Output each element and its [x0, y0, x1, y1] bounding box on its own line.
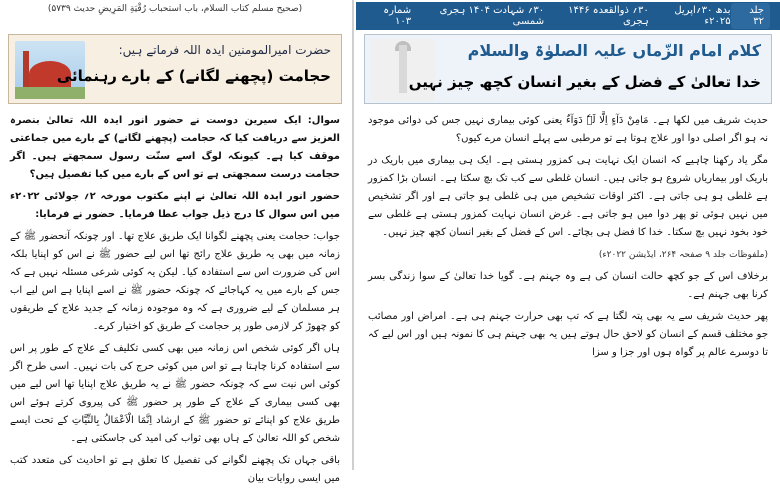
left-banner-subtitle: حضرت امیرالمومنین ایدہ اللہ فرماتے ہیں: — [118, 43, 331, 57]
masthead-bar — [356, 2, 780, 30]
citation: (ملفوظات جلد ۹ صفحہ ۲۶۴، ایڈیشن ۲۰۲۲ء) — [598, 250, 768, 260]
right-banner-subtitle: خدا تعالیٰ کے فضل کے بغیر انسان کچھ چیز نہیں — [408, 73, 761, 91]
minaret-icon — [371, 39, 435, 101]
fever-paragraph: پھر حدیث شریف سے یہ بھی پتہ لگتا ہے کہ تپ بھی حرارت جہنم ہی ہے۔ امراض اور مصائب جو مختلف قسم کے انسان کو لاحق حال ہوتے ہیں یہ بھی جہنم ہی کا نمونہ ہیں اور اس لیے کہ تا دوسرے عالم پر گواہ ہوں اور جزا و سزا — [368, 311, 768, 358]
right-column — [356, 0, 780, 470]
left-column — [0, 0, 350, 484]
answer-paragraph-3: باقی جہاں تک پچھنے لگوانے کی تفصیل کا تعلق ہے تو احادیث کی متعدد کتب میں ایسی روایات بیان — [10, 455, 340, 484]
answer-paragraph-2: ہاں اگر کوئی شخص اس زمانہ میں بھی کسی تکلیف کے علاج کے طور پر اس سے استفادہ کرنا چاہتا ہے تو اس میں کوئی حرج کی بات نہیں۔ اسی طرح اگر کوئی اس نیت سے کہ چونکہ حضور ﷺ نے یہ طریق علاج اپنایا تھا اس لیے میں بھی کسی بیماری کے علاج کے طور پر حضور ﷺ کی پیروی کرتے ہوئے اس طریق علاج کو اپنائے تو حضور ﷺ کے ارشاد اِنَّمَا الْاَعْمَالُ بِالنِّیَّاتِ کے تحت ایسے شخص کو اللہ تعالیٰ کے ہاں بھی ثواب کی امید کی جاسکتی ہے۔ — [10, 343, 340, 444]
right-banner — [364, 34, 772, 104]
column-divider — [352, 0, 354, 470]
issue-number: شمارہ ۱۰۳ — [383, 5, 412, 27]
left-banner — [8, 34, 342, 104]
right-banner-title: کلام امام الزّماں علیہ الصلوٰۃ والسلام — [467, 41, 761, 60]
date-ad: بدھ ۳۰؍اپریل ۲۰۲۵ء — [674, 5, 731, 27]
date-hijri-shamsi: ۳۰؍ شہادت ۱۴۰۴ ہجری شمسی — [439, 5, 545, 27]
hadith-paragraph: حدیث شریف میں لکھا ہے۔ مَامِنْ دَآءٍ اِلَّا لَہٗ دَوَآءٌ یعنی کوئی بیماری نہیں جس کی دوائی موجود نہ ہو اگر اصلی دوا اور علاج ہوتا ہے تو مرطبی سے پہلے انسان مرے کیوں؟ — [368, 115, 768, 144]
left-article-body — [10, 112, 340, 492]
left-reference: (صحیح مسلم کتاب السلام، باب استحباب رُقْیَةِ المَرِیضِ حدیث ۵۷۳۹) — [47, 4, 303, 14]
right-article-body — [368, 112, 768, 366]
left-banner-title: حجامت (پچھنے لگانے) کے بارے رہنمائی — [56, 67, 331, 85]
jahannam-paragraph: برخلاف اس کے جو کچھ حالت انسان کی ہے وہ جہنم ہے۔ گویا خدا تعالیٰ کے سوا زندگی بسر کرنا بھی جہنم ہے۔ — [368, 271, 768, 300]
weakness-paragraph: مگر یاد رکھنا چاہیے کہ انسان ایک نہایت ہی کمزور ہستی ہے۔ ایک ہی بیماری میں باریک در باریک اور بیماریاں شروع ہو جاتی ہیں۔ انسان غلطی سے کب تک بچ سکتا ہے۔ انسان بڑا کمزور ہے غلطی ہو ہی جاتی ہے۔ اکثر اوقات تشخیص میں ہی غلطی ہو جاتی ہے اور اگر تشخیص میں نہیں ہوئی تو پھر دوا میں ہو جاتی ہے۔ غرض انسان نہایت کمزور ہستی ہے غلطی سے خود بخود نہیں بچ سکتا۔ خدا کا فضل ہی بچائے۔ اس کے فضل کے بغیر انسان کچھ چیز نہیں۔ — [368, 155, 768, 238]
instruction-paragraph: حضور انور ایدہ اللہ تعالیٰ نے اپنے مکتوب مورخہ ۲؍ جولائی ۲۰۲۲ء میں اس سوال کا درج ذیل جواب عطا فرمایا۔ حضور نے فرمایا: — [10, 191, 340, 220]
date-islamic: ۳۰؍ ذوالقعدہ ۱۴۴۶ ہجری — [568, 5, 649, 27]
question-paragraph: سوال: ایک سیرین دوست نے حضور انور ایدہ اللہ تعالیٰ بنصرہ العزیز سے دریافت کیا کہ حجامت (پچھنے لگانے) کے بارے میں جماعتی موقف کیا ہے۔ کیونکہ لوگ اسے سنّت رسول سمجھتے ہیں۔ اگر حجامت درست سمجھتی ہے تو اس کے بارے میں کیا تفصیل ہیں؟ — [10, 115, 340, 180]
answer-paragraph: جواب: حجامت یعنی پچھنے لگوانا ایک طریق علاج تھا۔ اور چونکہ آنحضور ﷺ کے زمانہ میں بھی یہ طریق علاج رائج تھا اس لیے حضور ﷺ نے اس کو اپنایا بلکہ اس کی ضرورت اس سے استفادہ کیا۔ لیکن یہ کوئی شرعی مسئلہ نہیں ہے کہ جس کے بارے میں یہ کہاجائے کہ چونکہ حضور ﷺ نے اسے اپنایا ہے اس لیے اب ہر مسلمان کے لیے ضروری ہے کہ وہ موجودہ زمانہ کے جدید علاج کے طریقوں کو چھوڑ کر لازمی طور پر حجامت کے طریق کو اختیار کرے۔ — [10, 231, 340, 332]
volume-label: جلد ۳۲ — [731, 3, 770, 29]
